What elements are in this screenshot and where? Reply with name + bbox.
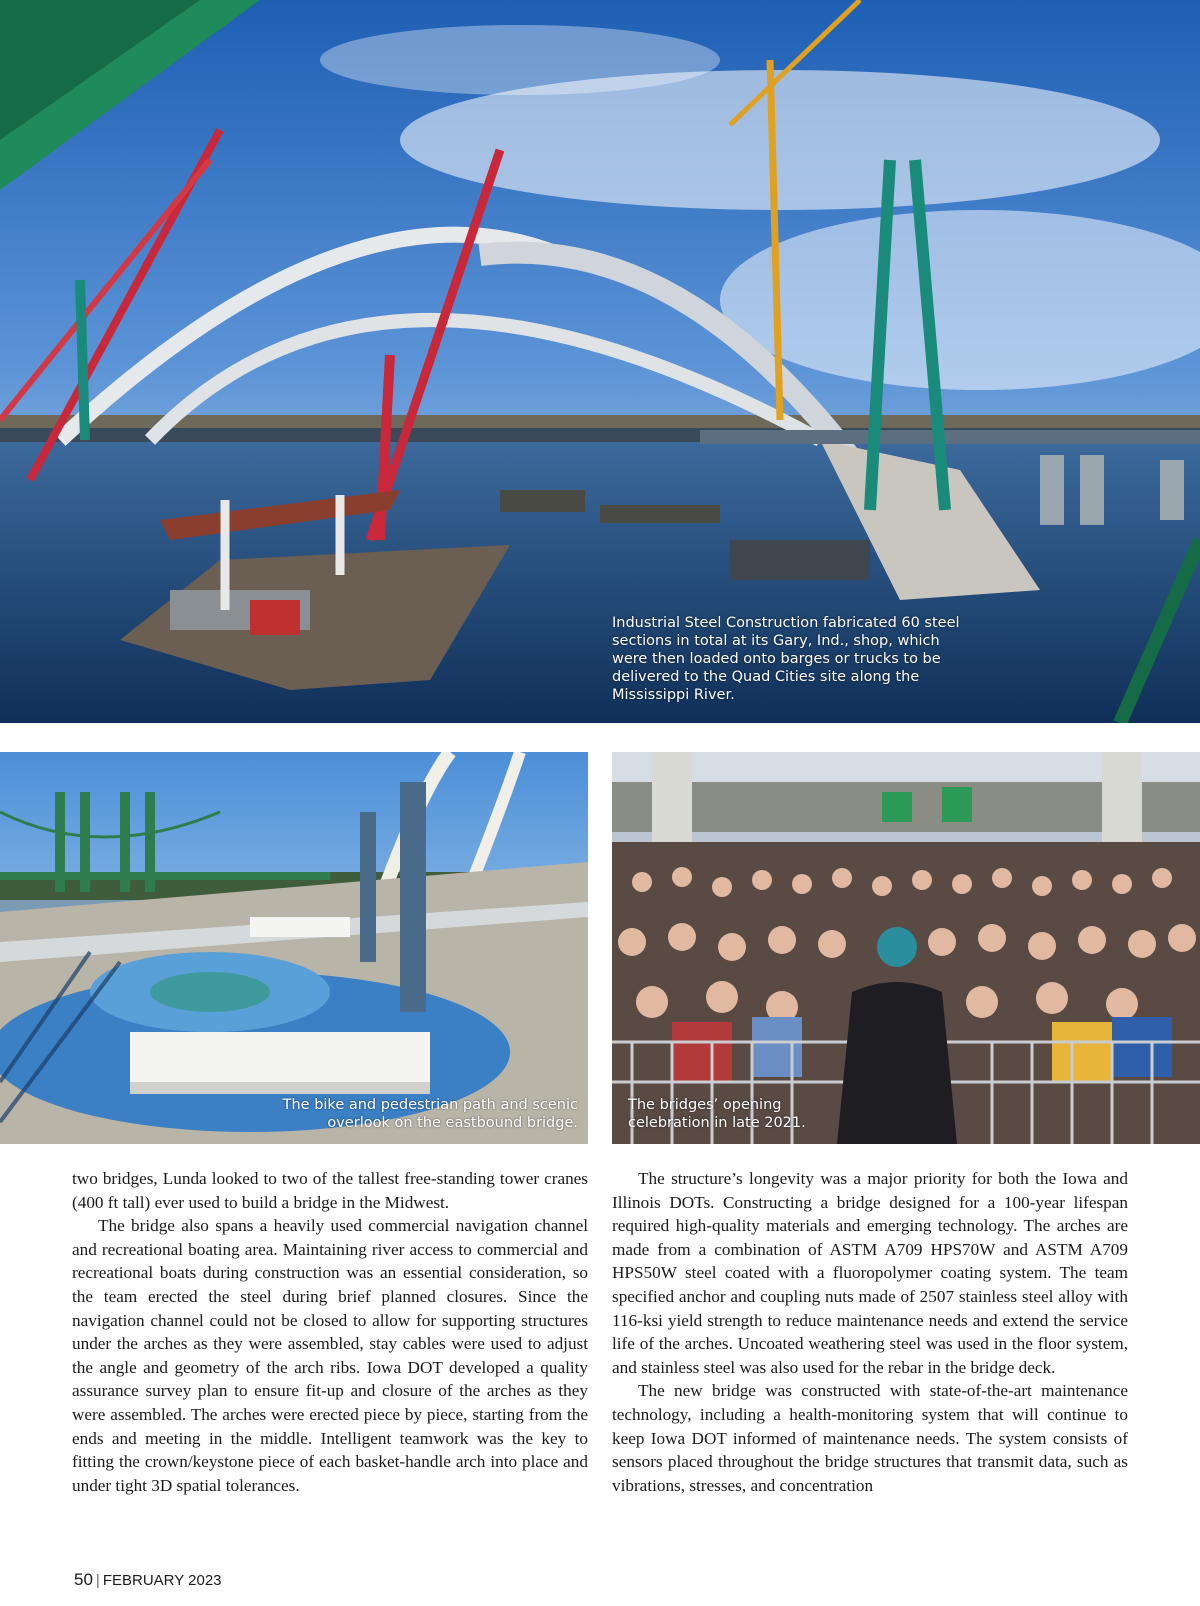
article-paragraph: The bridge also spans a heavily used commercial navigation channel and recreational boating area. Maintaining river access to commercial and recreational boats during construction was an essential consideration, so the team erected the steel during brief planned closures. Since the navigation channel could not be closed to allow for supporting structures under the arches as they were assembled, stay cables were used to adjust the angle and geometry of the arch ribs. Iowa DOT developed a quality assurance survey plan to ensure fit-up and closure of the arches as they were assembled. The arches were erected piece by piece, starting from the ends and meeting in the middle. Intelligent teamwork was the key to fitting the crown/keystone piece of each basket-handle arch into place and under tight 3D spatial tolerances. <box>72 1216 588 1495</box>
photo-opening-crowd <box>612 752 1200 1144</box>
issue-date: FEBRUARY 2023 <box>102 1572 222 1589</box>
article-paragraph: The structure’s longevity was a major priority for both the Iowa and Illinois DOTs. Constructing a bridge designed for a 100-year lifespan required high-quality materials and emerging technology. The arches are made from a combination of ASTM A709 HPS70W and ASTM A709 HPS50W steel coated with a fluoropolymer coating system. The team specified anchor and coupling nuts made of 2507 stainless steel alloy with 116-ksi yield strength to reduce maintenance needs and extend the service life of the arches. Uncoated weathering steel was used in the floor system, and stainless steel was also used for the rebar in the bridge deck. <box>612 1169 1128 1377</box>
top-photo-caption: Industrial Steel Construction fabricated 60 steel sections in total at its Gary, Ind., shop, which were then loaded onto barges or trucks to be delivered to the Quad Cities site along the Mississippi River. <box>612 615 960 703</box>
left-photo-caption <box>250 1096 578 1132</box>
article-paragraph: two bridges, Lunda looked to two of the tallest free-standing tower cranes (400 ft tall) ever used to build a bridge in the Midwest. <box>72 1169 588 1212</box>
folio-separator: | <box>95 1572 100 1589</box>
page-number: 50 <box>74 1570 93 1589</box>
page-folio <box>74 1570 222 1590</box>
right-photo-caption <box>628 1096 928 1132</box>
right-caption-line2: celebration in late 2021. <box>628 1115 806 1131</box>
article-paragraph: The new bridge was constructed with state-of-the-art maintenance technology, including a health-monitoring system that will continue to keep Iowa DOT informed of maintenance needs. The system consists of sensors placed throughout the bridge structures that transmit data, such as vibrations, stresses, and concentration <box>612 1381 1128 1495</box>
article-left-column <box>72 1167 588 1497</box>
photo-pedestrian-path <box>0 752 588 1144</box>
right-caption-line1: The bridges’ opening <box>628 1097 782 1113</box>
left-caption-line1: The bike and pedestrian path and scenic <box>282 1097 578 1113</box>
article-right-column <box>612 1167 1128 1497</box>
photo-bridge-construction <box>0 0 1200 723</box>
left-caption-line2: overlook on the eastbound bridge. <box>327 1115 578 1131</box>
